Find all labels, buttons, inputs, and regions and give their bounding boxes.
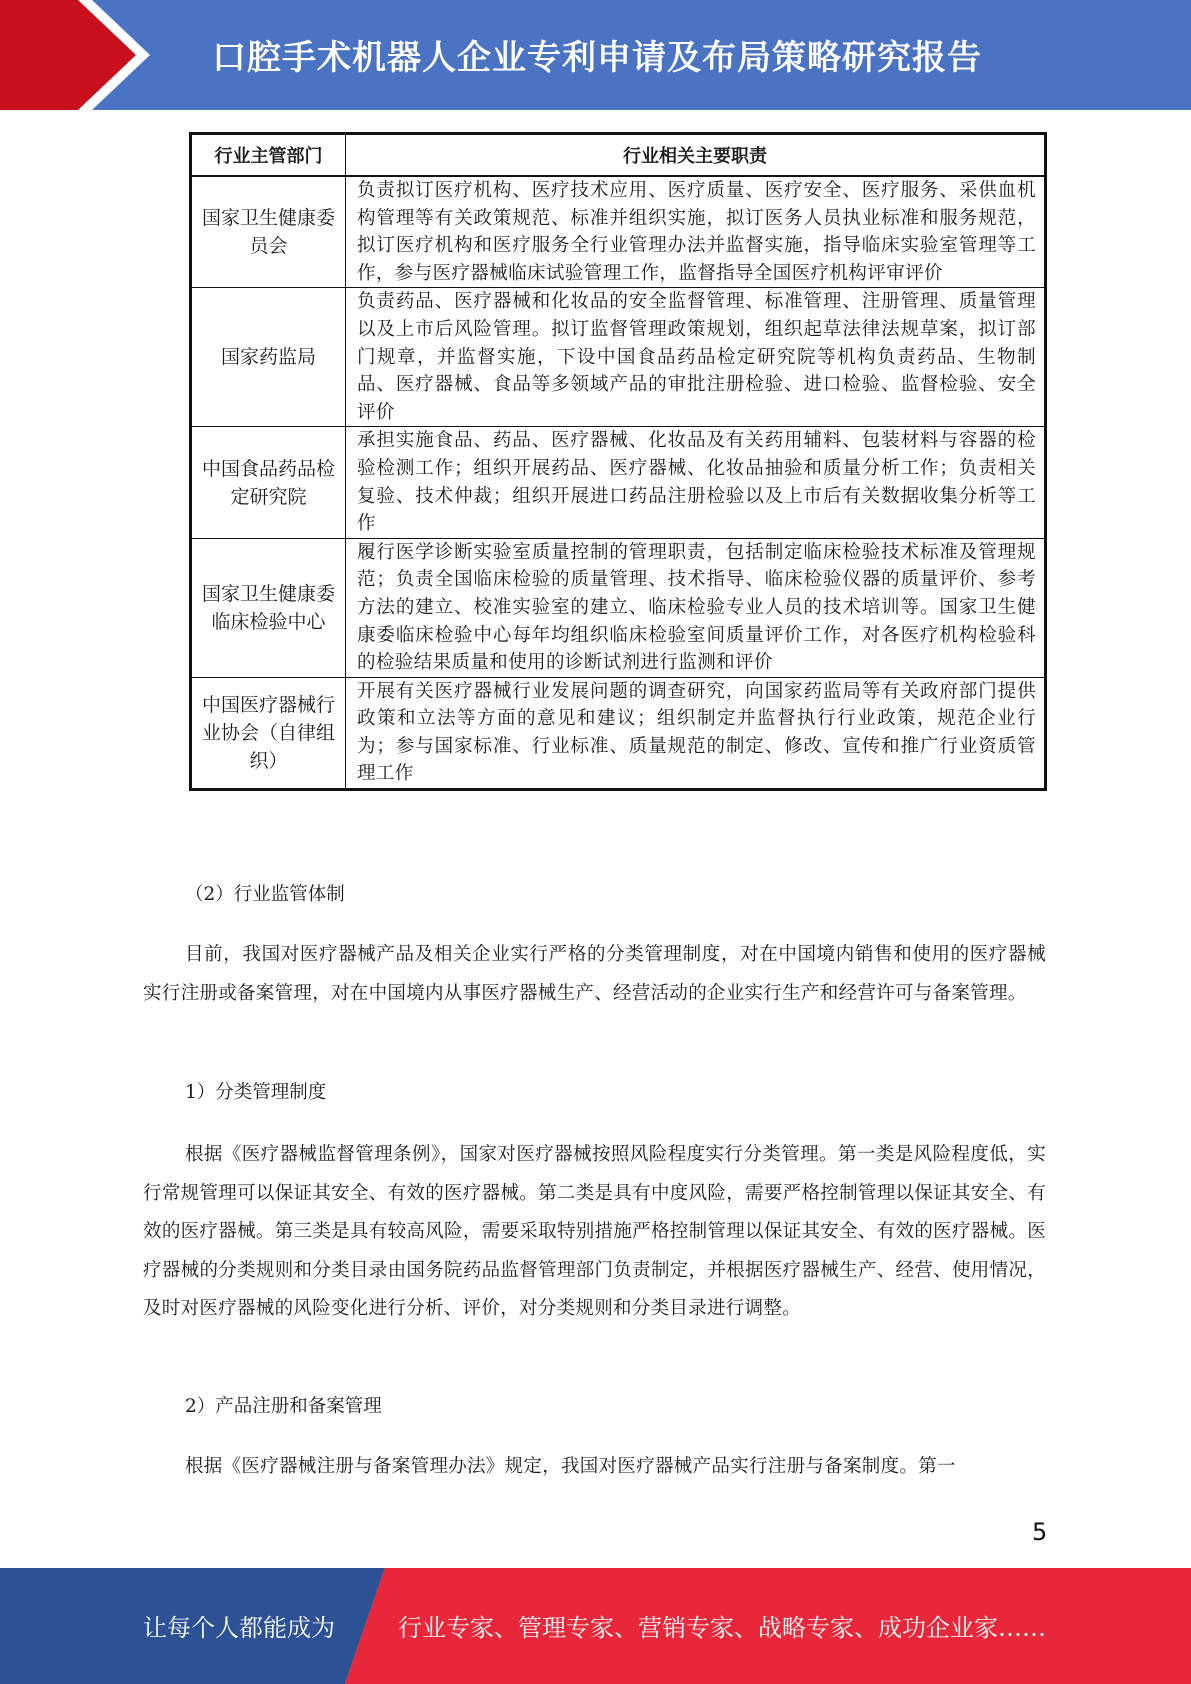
dept-cell: 中国医疗器械行业协会（自律组织） bbox=[191, 677, 346, 789]
table-header-row bbox=[191, 134, 1046, 177]
dept-cell: 中国食品药品检定研究院 bbox=[191, 427, 346, 538]
table-row bbox=[191, 427, 1046, 538]
regulator-duty-table bbox=[189, 132, 1047, 791]
section-heading: （2）行业监管体制 bbox=[185, 884, 345, 905]
column-header-dept: 行业主管部门 bbox=[191, 134, 346, 177]
page-number: 5 bbox=[1032, 1518, 1048, 1546]
page-header bbox=[0, 0, 1191, 110]
dept-cell: 国家卫生健康委员会 bbox=[191, 176, 346, 288]
duty-cell: 履行医学诊断实验室质量控制的管理职责，包括制定临床检验技术标准及管理规范；负责全国临床检验的质量管理、技术指导、临床检验仪器的质量评价、参考方法的建立、校准实验室的建立、临床检验专业人员的技术培训等。国家卫生健康委临床检验中心每年均组织临床检验室间质量评价工作，对各医疗机构检验科的检验结果质量和使用的诊断试剂进行监测和评价 bbox=[346, 538, 1046, 677]
dept-cell: 国家卫生健康委临床检验中心 bbox=[191, 538, 346, 677]
duty-cell: 承担实施食品、药品、医疗器械、化妆品及有关药用辅料、包装材料与容器的检验检测工作；组织开展药品、医疗器械、化妆品抽验和质量分析工作；负责相关复验、技术仲裁；组织开展进口药品注册检验以及上市后有关数据收集分析等工作 bbox=[346, 427, 1046, 538]
table-row bbox=[191, 538, 1046, 677]
subsection-heading: 2）产品注册和备案管理 bbox=[185, 1396, 382, 1417]
footer-slogan-left: 让每个人都能成为 bbox=[143, 1614, 335, 1642]
table-row bbox=[191, 176, 1046, 288]
body-paragraph: 根据《医疗器械监督管理条例》，国家对医疗器械按照风险程度实行分类管理。第一类是风险程度低，实行常规管理可以保证其安全、有效的医疗器械。第二类是具有中度风险，需要严格控制管理以保证其安全、有效的医疗器械。第三类是具有较高风险，需要采取特别措施严格控制管理以保证其安全、有效的医疗器械。医疗器械的分类规则和分类目录由国务院药品监督管理部门负责制定，并根据医疗器械生产、经营、使用情况，及时对医疗器械的风险变化进行分析、评价，对分类规则和分类目录进行调整。 bbox=[143, 1144, 1046, 1319]
duty-cell: 负责拟订医疗机构、医疗技术应用、医疗质量、医疗安全、医疗服务、采供血机构管理等有关政策规范、标准并组织实施，拟订医务人员执业标准和服务规范，拟订医疗机构和医疗服务全行业管理办法并监督实施，指导临床实验室管理等工作，参与医疗器械临床试验管理工作，监督指导全国医疗机构评审评价 bbox=[346, 176, 1046, 288]
header-chevron-graphic bbox=[0, 0, 160, 110]
subsection-heading: 1）分类管理制度 bbox=[185, 1082, 327, 1103]
duty-cell: 负责药品、医疗器械和化妆品的安全监督管理、标准管理、注册管理、质量管理以及上市后风险管理。拟订监督管理政策规划，组织起草法律法规草案，拟订部门规章，并监督实施，下设中国食品药品检定研究院等机构负责药品、生物制品、医疗器械、食品等多领域产品的审批注册检验、进口检验、监督检验、安全评价 bbox=[346, 288, 1046, 427]
report-title: 口腔手术机器人企业专利申请及布局策略研究报告 bbox=[212, 38, 982, 78]
table-row bbox=[191, 677, 1046, 789]
footer-slogan-right: 行业专家、管理专家、营销专家、战略专家、成功企业家…… bbox=[398, 1614, 1046, 1642]
page-footer bbox=[0, 1568, 1191, 1684]
body-paragraph: 目前，我国对医疗器械产品及相关企业实行严格的分类管理制度，对在中国境内销售和使用的医疗器械实行注册或备案管理，对在中国境内从事医疗器械生产、经营活动的企业实行生产和经营许可与备案管理。 bbox=[143, 944, 1046, 1004]
dept-cell: 国家药监局 bbox=[191, 288, 346, 427]
table-row bbox=[191, 288, 1046, 427]
duty-cell: 开展有关医疗器械行业发展问题的调查研究，向国家药监局等有关政府部门提供政策和立法等方面的意见和建议；组织制定并监督执行行业政策，规范企业行为；参与国家标准、行业标准、质量规范的制定、修改、宣传和推广行业资质管理工作 bbox=[346, 677, 1046, 789]
column-header-duty: 行业相关主要职责 bbox=[346, 134, 1046, 177]
body-paragraph: 根据《医疗器械注册与备案管理办法》规定，我国对医疗器械产品实行注册与备案制度。第一 bbox=[185, 1456, 956, 1477]
